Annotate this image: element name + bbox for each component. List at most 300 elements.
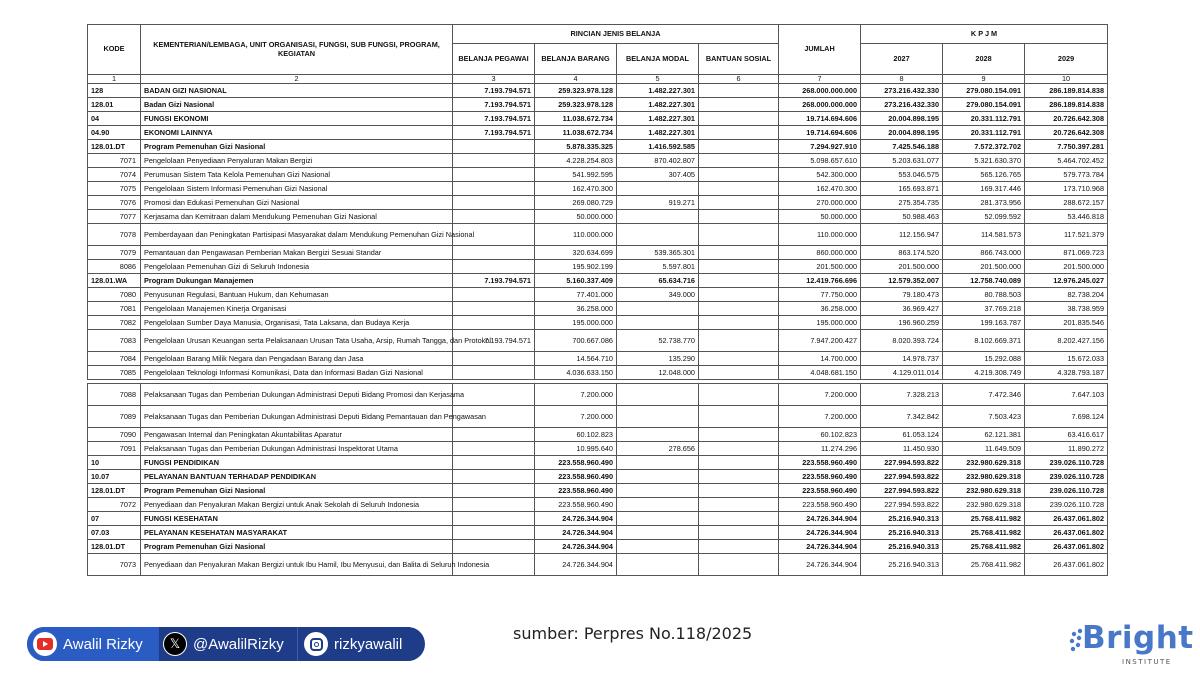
row-uraian: Program Pemenuhan Gizi Nasional [141, 540, 453, 554]
row-bansos [699, 260, 779, 274]
column-number: 7 [779, 75, 861, 84]
column-number-row [88, 75, 1108, 84]
row-jumlah: 7.947.200.427 [779, 330, 861, 352]
row-bansos [699, 456, 779, 470]
header-jumlah: JUMLAH [779, 25, 861, 75]
table-row [88, 540, 1108, 554]
row-y2028: 25.768.411.982 [943, 526, 1025, 540]
header-2029: 2029 [1025, 44, 1108, 75]
row-y2027: 20.004.898.195 [861, 126, 943, 140]
row-uraian: FUNGSI EKONOMI [141, 112, 453, 126]
table-row [88, 196, 1108, 210]
row-barang: 77.401.000 [535, 288, 617, 302]
row-kode: 128 [88, 84, 141, 98]
row-uraian: Penyediaan dan Penyaluran Makan Bergizi untuk Ibu Hamil, Ibu Menyusui, dan Balita di Seluruh Indonesia [141, 554, 453, 576]
row-barang: 320.634.699 [535, 246, 617, 260]
row-jumlah: 7.200.000 [779, 384, 861, 406]
table-row [88, 84, 1108, 98]
row-y2028: 7.572.372.702 [943, 140, 1025, 154]
row-barang: 223.558.960.490 [535, 498, 617, 512]
row-y2029: 20.726.642.308 [1025, 112, 1108, 126]
row-kode: 7083 [88, 330, 141, 352]
row-y2029: 239.026.110.728 [1025, 456, 1108, 470]
row-barang: 223.558.960.490 [535, 470, 617, 484]
table-row [88, 112, 1108, 126]
row-uraian: Pengelolaan Sistem Informasi Pemenuhan Gizi Nasional [141, 182, 453, 196]
row-jumlah: 223.558.960.490 [779, 498, 861, 512]
youtube-name: Awalil Rizky [63, 635, 143, 653]
row-y2027: 25.216.940.313 [861, 540, 943, 554]
row-y2029: 117.521.379 [1025, 224, 1108, 246]
row-modal: 65.634.716 [617, 274, 699, 288]
row-y2029: 11.890.272 [1025, 442, 1108, 456]
instagram-link[interactable] [297, 627, 410, 661]
row-uraian: Pengawasan Internal dan Peningkatan Akuntabilitas Aparatur [141, 428, 453, 442]
row-pegawai: 7.193.794.571 [453, 274, 535, 288]
row-y2029: 53.446.818 [1025, 210, 1108, 224]
row-y2029: 12.976.245.027 [1025, 274, 1108, 288]
row-pegawai: 7.193.794.571 [453, 126, 535, 140]
row-kode: 7088 [88, 384, 141, 406]
row-y2028: 15.292.088 [943, 352, 1025, 366]
row-bansos [699, 316, 779, 330]
row-barang: 5.878.335.325 [535, 140, 617, 154]
row-pegawai: 7.193.794.571 [453, 330, 535, 352]
row-pegawai [453, 456, 535, 470]
row-y2029: 286.189.814.838 [1025, 98, 1108, 112]
row-bansos [699, 140, 779, 154]
table-row [88, 288, 1108, 302]
row-jumlah: 110.000.000 [779, 224, 861, 246]
row-y2028: 25.768.411.982 [943, 512, 1025, 526]
x-handle: @AwalilRizky [193, 635, 284, 653]
row-y2027: 553.046.575 [861, 168, 943, 182]
header-barang: BELANJA BARANG [535, 44, 617, 75]
row-bansos [699, 288, 779, 302]
youtube-icon [33, 632, 57, 656]
row-pegawai [453, 498, 535, 512]
row-pegawai [453, 442, 535, 456]
row-modal: 539.365.301 [617, 246, 699, 260]
column-number: 3 [453, 75, 535, 84]
row-uraian: Penyusunan Regulasi, Bantuan Hukum, dan Kehumasan [141, 288, 453, 302]
row-y2027: 36.969.427 [861, 302, 943, 316]
table-row [88, 154, 1108, 168]
row-y2028: 12.758.740.089 [943, 274, 1025, 288]
row-barang: 4.228.254.803 [535, 154, 617, 168]
row-barang: 24.726.344.904 [535, 526, 617, 540]
row-pegawai [453, 384, 535, 406]
row-barang: 110.000.000 [535, 224, 617, 246]
row-modal [617, 498, 699, 512]
row-uraian: Pengelolaan Penyediaan Penyaluran Makan Bergizi [141, 154, 453, 168]
row-y2028: 8.102.669.371 [943, 330, 1025, 352]
row-bansos [699, 352, 779, 366]
row-uraian: PELAYANAN KESEHATAN MASYARAKAT [141, 526, 453, 540]
row-modal: 5.597.801 [617, 260, 699, 274]
row-kode: 7073 [88, 554, 141, 576]
row-uraian: Kerjasama dan Kemitraan dalam Mendukung Pemenuhan Gizi Nasional [141, 210, 453, 224]
row-y2028: 232.980.629.318 [943, 456, 1025, 470]
row-y2027: 8.020.393.724 [861, 330, 943, 352]
row-uraian: Pelaksanaan Tugas dan Pemberian Dukungan Administrasi Inspektorat Utama [141, 442, 453, 456]
logo-institute: INSTITUTE [1122, 658, 1172, 666]
table-row [88, 484, 1108, 498]
row-y2029: 579.773.784 [1025, 168, 1108, 182]
row-kode: 04.90 [88, 126, 141, 140]
row-pegawai [453, 140, 535, 154]
row-y2028: 7.503.423 [943, 406, 1025, 428]
header-2027: 2027 [861, 44, 943, 75]
row-kode: 7071 [88, 154, 141, 168]
row-y2028: 279.080.154.091 [943, 84, 1025, 98]
row-jumlah: 4.048.681.150 [779, 366, 861, 380]
row-modal: 135.290 [617, 352, 699, 366]
row-modal: 1.416.592.585 [617, 140, 699, 154]
row-uraian: Pengelolaan Pemenuhan Gizi di Seluruh Indonesia [141, 260, 453, 274]
row-jumlah: 14.700.000 [779, 352, 861, 366]
row-y2028: 866.743.000 [943, 246, 1025, 260]
row-uraian: Pengelolaan Barang Milik Negara dan Pengadaan Barang dan Jasa [141, 352, 453, 366]
row-barang: 36.258.000 [535, 302, 617, 316]
row-kode: 10 [88, 456, 141, 470]
row-uraian: Pengelolaan Manajemen Kinerja Organisasi [141, 302, 453, 316]
row-kode: 128.01.DT [88, 540, 141, 554]
header-kode: KODE [88, 25, 141, 75]
row-kode: 07 [88, 512, 141, 526]
row-barang: 50.000.000 [535, 210, 617, 224]
row-y2029: 239.026.110.728 [1025, 498, 1108, 512]
table-row [88, 98, 1108, 112]
row-uraian: Program Dukungan Manajemen [141, 274, 453, 288]
row-jumlah: 542.300.000 [779, 168, 861, 182]
table-row [88, 246, 1108, 260]
row-bansos [699, 484, 779, 498]
row-kode: 128.01.WA [88, 274, 141, 288]
row-barang: 700.667.086 [535, 330, 617, 352]
row-modal [617, 456, 699, 470]
table-row [88, 498, 1108, 512]
row-jumlah: 195.000.000 [779, 316, 861, 330]
row-y2027: 61.053.124 [861, 428, 943, 442]
bright-institute-logo [1068, 620, 1194, 668]
column-number: 1 [88, 75, 141, 84]
row-y2029: 239.026.110.728 [1025, 484, 1108, 498]
row-barang: 24.726.344.904 [535, 554, 617, 576]
row-y2029: 7.647.103 [1025, 384, 1108, 406]
row-y2027: 7.425.546.188 [861, 140, 943, 154]
row-y2027: 25.216.940.313 [861, 554, 943, 576]
row-jumlah: 19.714.694.606 [779, 126, 861, 140]
row-uraian: EKONOMI LAINNYA [141, 126, 453, 140]
row-y2027: 4.129.011.014 [861, 366, 943, 380]
row-modal: 52.738.770 [617, 330, 699, 352]
row-barang: 7.200.000 [535, 384, 617, 406]
row-barang: 269.080.729 [535, 196, 617, 210]
row-y2027: 11.450.930 [861, 442, 943, 456]
row-pegawai [453, 316, 535, 330]
column-number: 4 [535, 75, 617, 84]
row-uraian: Program Pemenuhan Gizi Nasional [141, 484, 453, 498]
row-y2029: 173.710.968 [1025, 182, 1108, 196]
row-y2027: 12.579.352.007 [861, 274, 943, 288]
row-jumlah: 12.419.766.696 [779, 274, 861, 288]
row-y2029: 26.437.061.802 [1025, 554, 1108, 576]
row-uraian: Pengelolaan Teknologi Informasi Komunikasi, Data dan Informasi Badan Gizi Nasional [141, 366, 453, 380]
row-y2028: 232.980.629.318 [943, 470, 1025, 484]
row-y2027: 25.216.940.313 [861, 512, 943, 526]
row-uraian: FUNGSI KESEHATAN [141, 512, 453, 526]
table-row [88, 428, 1108, 442]
row-y2028: 199.163.787 [943, 316, 1025, 330]
row-y2027: 165.693.871 [861, 182, 943, 196]
row-uraian: Promosi dan Edukasi Pemenuhan Gizi Nasional [141, 196, 453, 210]
column-number: 2 [141, 75, 453, 84]
row-kode: 7090 [88, 428, 141, 442]
row-y2028: 201.500.000 [943, 260, 1025, 274]
table-row [88, 352, 1108, 366]
row-bansos [699, 442, 779, 456]
row-kode: 7081 [88, 302, 141, 316]
row-barang: 7.200.000 [535, 406, 617, 428]
row-y2027: 20.004.898.195 [861, 112, 943, 126]
row-modal [617, 484, 699, 498]
row-y2029: 286.189.814.838 [1025, 84, 1108, 98]
row-kode: 7072 [88, 498, 141, 512]
row-pegawai [453, 470, 535, 484]
row-jumlah: 162.470.300 [779, 182, 861, 196]
row-uraian: PELAYANAN BANTUAN TERHADAP PENDIDIKAN [141, 470, 453, 484]
row-bansos [699, 274, 779, 288]
row-bansos [699, 526, 779, 540]
table-row [88, 126, 1108, 140]
header-pegawai: BELANJA PEGAWAI [453, 44, 535, 75]
row-uraian: Pemantauan dan Pengawasan Pemberian Makan Bergizi Sesuai Standar [141, 246, 453, 260]
logo-brand: Bright [1082, 620, 1194, 656]
row-barang: 10.995.640 [535, 442, 617, 456]
row-jumlah: 36.258.000 [779, 302, 861, 316]
row-y2028: 20.331.112.791 [943, 112, 1025, 126]
row-y2027: 273.216.432.330 [861, 98, 943, 112]
row-y2029: 38.738.959 [1025, 302, 1108, 316]
row-bansos [699, 366, 779, 380]
row-modal: 919.271 [617, 196, 699, 210]
row-y2029: 20.726.642.308 [1025, 126, 1108, 140]
column-number: 8 [861, 75, 943, 84]
x-link[interactable] [159, 627, 297, 661]
row-jumlah: 19.714.694.606 [779, 112, 861, 126]
row-y2027: 196.960.259 [861, 316, 943, 330]
row-y2028: 232.980.629.318 [943, 484, 1025, 498]
row-barang: 14.564.710 [535, 352, 617, 366]
header-2028: 2028 [943, 44, 1025, 75]
row-kode: 04 [88, 112, 141, 126]
row-modal [617, 302, 699, 316]
row-modal [617, 210, 699, 224]
row-kode: 7084 [88, 352, 141, 366]
row-barang: 11.038.672.734 [535, 126, 617, 140]
row-pegawai [453, 302, 535, 316]
row-jumlah: 11.274.296 [779, 442, 861, 456]
row-pegawai [453, 210, 535, 224]
row-y2027: 227.994.593.822 [861, 484, 943, 498]
table-row [88, 406, 1108, 428]
row-modal [617, 384, 699, 406]
row-bansos [699, 428, 779, 442]
row-pegawai [453, 512, 535, 526]
row-y2029: 26.437.061.802 [1025, 512, 1108, 526]
row-pegawai [453, 428, 535, 442]
row-y2028: 114.581.573 [943, 224, 1025, 246]
row-jumlah: 860.000.000 [779, 246, 861, 260]
row-jumlah: 223.558.960.490 [779, 470, 861, 484]
row-modal [617, 512, 699, 526]
row-y2027: 112.156.947 [861, 224, 943, 246]
header-modal: BELANJA MODAL [617, 44, 699, 75]
row-modal [617, 224, 699, 246]
row-modal: 1.482.227.301 [617, 126, 699, 140]
row-pegawai [453, 196, 535, 210]
row-barang: 4.036.633.150 [535, 366, 617, 380]
row-pegawai [453, 484, 535, 498]
row-y2028: 11.649.509 [943, 442, 1025, 456]
row-jumlah: 5.098.657.610 [779, 154, 861, 168]
row-kode: 7082 [88, 316, 141, 330]
row-barang: 223.558.960.490 [535, 456, 617, 470]
row-barang: 24.726.344.904 [535, 512, 617, 526]
row-bansos [699, 168, 779, 182]
row-y2027: 7.328.213 [861, 384, 943, 406]
row-modal: 12.048.000 [617, 366, 699, 380]
row-modal: 1.482.227.301 [617, 98, 699, 112]
row-barang: 5.160.337.409 [535, 274, 617, 288]
row-jumlah: 24.726.344.904 [779, 540, 861, 554]
row-modal: 349.000 [617, 288, 699, 302]
row-kode: 10.07 [88, 470, 141, 484]
row-y2028: 281.373.956 [943, 196, 1025, 210]
row-modal [617, 428, 699, 442]
row-barang: 162.470.300 [535, 182, 617, 196]
row-y2028: 37.769.218 [943, 302, 1025, 316]
row-bansos [699, 470, 779, 484]
row-modal [617, 540, 699, 554]
row-y2027: 227.994.593.822 [861, 470, 943, 484]
column-number: 6 [699, 75, 779, 84]
row-y2029: 201.835.546 [1025, 316, 1108, 330]
row-jumlah: 201.500.000 [779, 260, 861, 274]
row-kode: 128.01.DT [88, 484, 141, 498]
row-kode: 7089 [88, 406, 141, 428]
row-bansos [699, 154, 779, 168]
row-y2027: 863.174.520 [861, 246, 943, 260]
row-barang: 223.558.960.490 [535, 484, 617, 498]
row-y2029: 5.464.702.452 [1025, 154, 1108, 168]
row-kode: 8086 [88, 260, 141, 274]
row-kode: 7076 [88, 196, 141, 210]
row-jumlah: 223.558.960.490 [779, 484, 861, 498]
row-bansos [699, 498, 779, 512]
row-y2027: 14.978.737 [861, 352, 943, 366]
row-jumlah: 7.200.000 [779, 406, 861, 428]
row-bansos [699, 112, 779, 126]
row-bansos [699, 330, 779, 352]
row-barang: 60.102.823 [535, 428, 617, 442]
row-uraian: BADAN GIZI NASIONAL [141, 84, 453, 98]
row-pegawai [453, 260, 535, 274]
row-y2027: 79.180.473 [861, 288, 943, 302]
row-modal: 870.402.807 [617, 154, 699, 168]
column-number: 5 [617, 75, 699, 84]
row-y2027: 7.342.842 [861, 406, 943, 428]
row-bansos [699, 84, 779, 98]
table-row [88, 456, 1108, 470]
table-row [88, 302, 1108, 316]
column-number: 9 [943, 75, 1025, 84]
row-y2029: 288.672.157 [1025, 196, 1108, 210]
row-modal: 1.482.227.301 [617, 84, 699, 98]
row-kode: 128.01 [88, 98, 141, 112]
row-bansos [699, 384, 779, 406]
row-pegawai [453, 154, 535, 168]
row-kode: 7078 [88, 224, 141, 246]
row-modal [617, 554, 699, 576]
row-uraian: Pelaksanaan Tugas dan Pemberian Dukungan Administrasi Deputi Bidang Pemantauan dan Pengawasan [141, 406, 453, 428]
header-uraian: KEMENTERIAN/LEMBAGA, UNIT ORGANISASI, FUNGSI, SUB FUNGSI, PROGRAM, KEGIATAN [141, 25, 453, 75]
row-y2029: 8.202.427.156 [1025, 330, 1108, 352]
table-row [88, 140, 1108, 154]
x-icon: 𝕏 [163, 632, 187, 656]
instagram-handle: rizkyawalil [334, 635, 403, 653]
row-kode: 7077 [88, 210, 141, 224]
instagram-icon [304, 632, 328, 656]
row-barang: 11.038.672.734 [535, 112, 617, 126]
row-bansos [699, 406, 779, 428]
row-y2029: 201.500.000 [1025, 260, 1108, 274]
row-bansos [699, 540, 779, 554]
row-modal: 1.482.227.301 [617, 112, 699, 126]
row-modal [617, 470, 699, 484]
row-y2027: 5.203.631.077 [861, 154, 943, 168]
row-kode: 7079 [88, 246, 141, 260]
row-modal: 307.405 [617, 168, 699, 182]
row-y2028: 52.099.592 [943, 210, 1025, 224]
source-note: sumber: Perpres No.118/2025 [513, 624, 753, 643]
row-bansos [699, 302, 779, 316]
row-barang: 541.992.595 [535, 168, 617, 182]
row-jumlah: 7.294.927.910 [779, 140, 861, 154]
youtube-link[interactable] [27, 627, 159, 661]
row-kode: 7074 [88, 168, 141, 182]
row-y2027: 275.354.735 [861, 196, 943, 210]
row-barang: 195.000.000 [535, 316, 617, 330]
table-row [88, 274, 1108, 288]
row-y2029: 4.328.793.187 [1025, 366, 1108, 380]
row-y2029: 7.750.397.281 [1025, 140, 1108, 154]
social-bar [27, 627, 425, 661]
row-uraian: Penyediaan dan Penyaluran Makan Bergizi untuk Anak Sekolah di Seluruh Indonesia [141, 498, 453, 512]
column-number: 10 [1025, 75, 1108, 84]
row-bansos [699, 512, 779, 526]
row-barang: 259.323.978.128 [535, 84, 617, 98]
row-y2028: 232.980.629.318 [943, 498, 1025, 512]
row-pegawai [453, 540, 535, 554]
row-barang: 259.323.978.128 [535, 98, 617, 112]
row-modal [617, 526, 699, 540]
row-modal [617, 406, 699, 428]
row-y2028: 62.121.381 [943, 428, 1025, 442]
row-pegawai [453, 366, 535, 380]
table-row [88, 260, 1108, 274]
